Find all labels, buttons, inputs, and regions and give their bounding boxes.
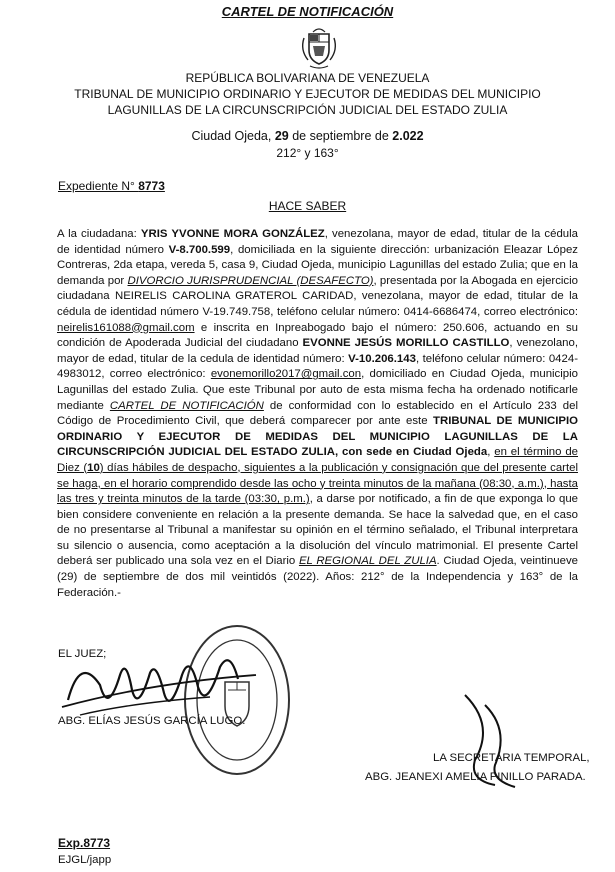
tribunal-heading-line2: LAGUNILLAS DE LA CIRCUNSCRIPCIÓN JUDICIAL DEL ESTADO ZULIA <box>107 103 508 117</box>
judge-name: ABG. ELÍAS JESÚS GARCÍA LUGO. <box>58 715 246 727</box>
notification-body: A la ciudadana: YRIS YVONNE MORA GONZÁLEZ, venezolana, mayor de edad, titular de la cédula de identidad número V-8.700.599, domiciliada en la siguiente dirección: urbanización Eleazar López Contreras, 2da etapa, vereda 5, casa 9, Ciudad Ojeda, municipio Lagunillas del estado Zulia; que en la demanda por DIVORCIO JURISPRUDENCIAL (DESAFECTO), presentada por la Abogada en ejercicio ciudadana NEIRELIS CAROLINA GRATEROL CARIDAD, venezolana, mayor de edad, titular de la cédula de identidad número V-19.749.758, teléfono celular número: 0414-6686474, correo electrónico: neirelis161088@gmail.com e inscrita en Inpreabogado bajo el número: 250.606, actuando en su condición de Apoderada Judicial del ciudadano EVONNE JESÚS MORILLO CASTILLO, venezolano, mayor de edad, titular de la cedula de identidad número: V-10.206.143, teléfono celular número: 0424-4983012, correo electrónico: evonemorillo2017@gmail.con, domiciliado en Ciudad Ojeda, municipio Lagunillas del estado Zulia. Que este Tribunal por auto de esta misma fecha ha ordenado notificarle mediante CARTEL DE NOTIFICACIÓN de conformidad con lo establecido en el Artículo 233 del Código de Procedimiento Civil, que deberá comparecer por ante este TRIBUNAL DE MUNICIPIO ORDINARIO Y EJECUTOR DE MEDIDAS DEL MUNICIPIO LAGUNILLAS DE LA CIRCUNSCRIPCIÓN JUDICIAL DEL ESTADO ZULIA, con sede en Ciudad Ojeda, en el término de Diez (10) días hábiles de despacho, siguientes a la publicación y consignación que del presente cartel se haga, en el horario comprendido desde las ocho y treinta minutos de la mañana (08:30, a.m.), hasta las tres y treinta minutos de la tarde (03:30, p.m.), a darse por notificado, a fin de que exponga lo que bien considere conveniente en relación a la presente demanda. Se hace la salvedad que, en el caso de no presentarse al Tribunal a manifestar su opinión en el término señalado, el Tribunal interpretara su silencio o ausencia, como aceptación a la disolución del vínculo matrimonial. El presente Cartel deberá ser publicado una sola vez en el Diario EL REGIONAL DEL ZULIA. Ciudad Ojeda, veintinueve (29) de septiembre de dos mil veintidós (2022). Años: 212° de la Independencia y 163° de la Federación.- <box>57 228 578 599</box>
coat-of-arms-icon <box>296 24 342 70</box>
email-link: neirelis161088@gmail.com <box>57 321 195 334</box>
document-title: CARTEL DE NOTIFICACIÓN <box>221 4 394 19</box>
hace-saber-heading: HACE SABER <box>268 199 347 213</box>
tribunal-heading-line1: TRIBUNAL DE MUNICIPIO ORDINARIO Y EJECUTOR DE MEDIDAS DEL MUNICIPIO <box>74 87 541 101</box>
expediente-number: Expediente N° 8773 <box>58 179 165 193</box>
footer-initials: EJGL/japp <box>58 854 112 866</box>
place-date: Ciudad Ojeda, 29 de septiembre de 2.022 <box>191 129 424 143</box>
judge-label: EL JUEZ; <box>58 648 107 660</box>
secretary-label: LA SECRETARIA TEMPORAL, <box>433 752 590 764</box>
email-link: evonemorillo2017@gmail.con <box>210 368 362 381</box>
secretary-name: ABG. JEANEXI AMELIA PINILLO PARADA. <box>365 771 586 783</box>
republic-heading: REPÚBLICA BOLIVARIANA DE VENEZUELA <box>185 71 430 85</box>
years-line: 212° y 163° <box>276 146 339 160</box>
footer-expediente: Exp.8773 <box>58 836 111 850</box>
